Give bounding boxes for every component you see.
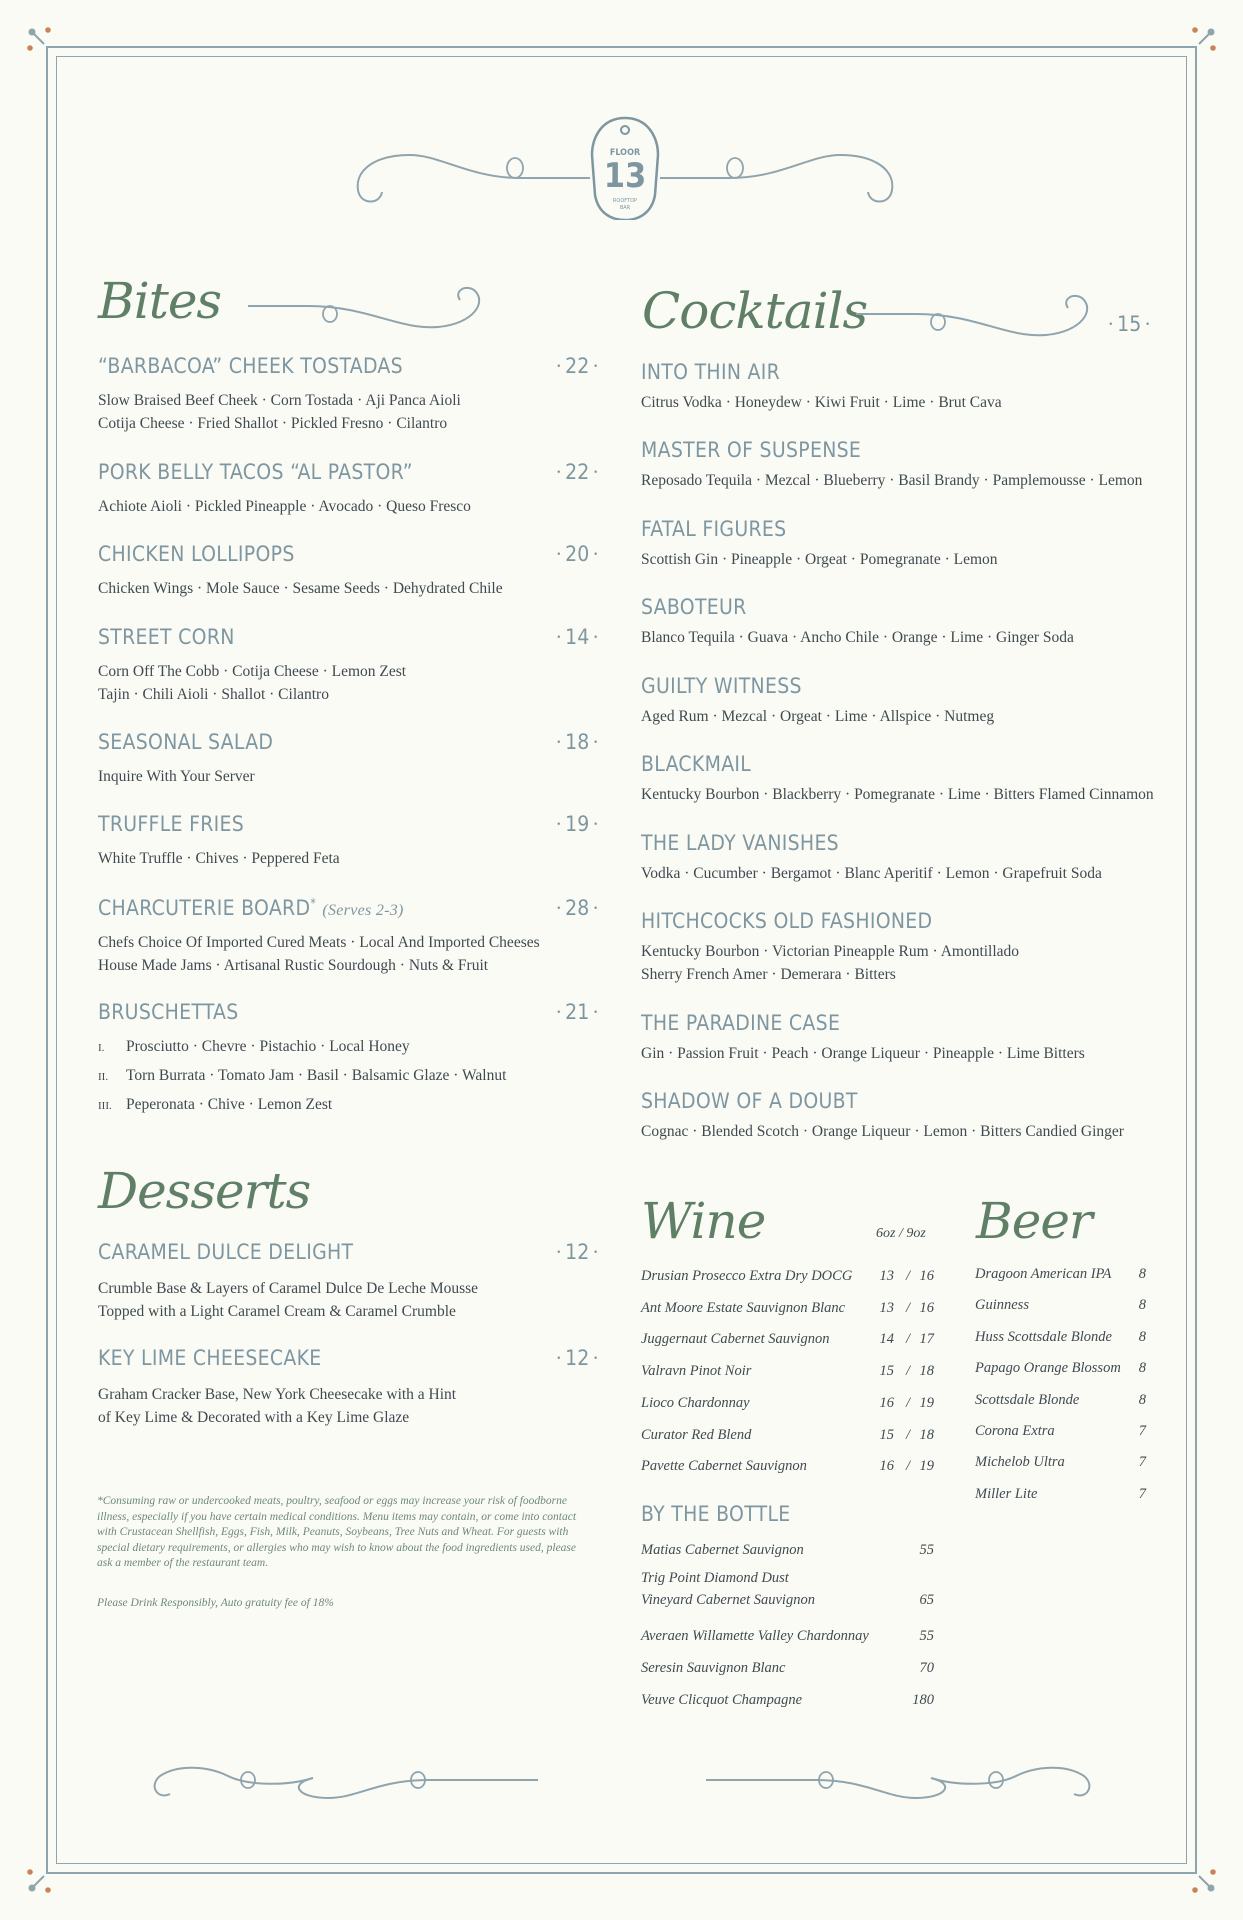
cocktail-name: SHADOW OF A DOUBT [641,1089,858,1113]
bite-name-charcuterie [98,896,404,920]
dessert-desc: Crumble Base & Layers of Caramel Dulce De Leche Mousse [98,1280,479,1297]
bottom-right-flourish [706,1756,1096,1806]
wine-price-9oz: 19 [919,1394,934,1411]
wine-price-9oz: 18 [919,1426,934,1443]
dessert-price: • 12 • [548,1240,598,1264]
cocktail-name: THE LADY VANISHES [641,831,839,855]
bite-name: BRUSCHETTAS [98,1000,239,1024]
cocktails-flourish [856,290,1096,340]
list-number: II. [98,1071,109,1083]
beer-name: Corona Extra [975,1423,1055,1439]
wine-name: Juggernaut Cabernet Sauvignon [641,1331,830,1348]
bottle-price: 55 [919,1542,934,1558]
bottle-price: 65 [919,1592,934,1608]
bites-title: Bites [98,272,222,330]
logo-floor-label: FLOOR [609,148,641,158]
logo-rooftop-label: ROOFTOP [612,198,638,204]
beer-name: Papago Orange Blossom [975,1360,1121,1377]
bottle-name: Seresin Sauvignon Blanc [641,1660,786,1676]
list-number: III. [98,1100,112,1112]
corner-ornament-bottom-left [22,1858,62,1898]
bite-name: PORK BELLY TACOS “AL PASTOR” [98,460,413,484]
bottle-name: Veuve Clicquot Champagne [641,1692,803,1708]
cocktail-name: FATAL FIGURES [641,517,787,541]
dessert-desc: of Key Lime & Decorated with a Key Lime Glaze [98,1409,410,1426]
wine-price-separator: / [905,1363,910,1380]
cocktail-desc: Blanco Tequila · Guava · Ancho Chile · Orange · Lime · Ginger Soda [641,629,1074,646]
bite-desc: Chefs Choice Of Imported Cured Meats · Local And Imported Cheeses [98,934,540,951]
wine-price-separator: / [905,1426,910,1443]
wine-name: Drusian Prosecco Extra Dry DOCG [641,1268,853,1284]
bite-price: • 14 • [548,625,598,649]
wine-price-6oz: 16 [879,1394,894,1411]
beer-price: 8 [1138,1360,1146,1377]
cocktail-desc: Vodka · Cucumber · Bergamot · Blanc Aperitif · Lemon · Grapefruit Soda [641,865,1102,882]
allergen-disclaimer: *Consuming raw or undercooked meats, poultry, seafood or eggs may increase your risk of foodborne illness, especially if you have certain medical conditions. Menu items may contain, or come into contact with Crustacean Shellfish, Eggs, Fish, Milk, Peanuts, Soybeans, Tree Nuts and Wheat. For guests with special dietary requirements, or allergies who may wish to know about the food ingredients used, please ask a member of the restaurant team. [97,1495,577,1569]
cocktails-title: Cocktails [642,282,868,340]
wine-price-9oz: 19 [919,1458,934,1475]
wine-price-separator: / [905,1458,910,1475]
corner-ornament-top-right [1181,22,1221,62]
bite-name: SEASONAL SALAD [98,730,274,754]
bite-name: STREET CORN [98,625,235,649]
wine-price-9oz: 17 [919,1331,934,1348]
beer-title: Beer [976,1192,1092,1250]
beer-name: Guinness [975,1297,1029,1314]
list-number: I. [98,1042,105,1054]
cocktail-name: THE PARADINE CASE [641,1011,841,1035]
cocktail-name: INTO THIN AIR [641,360,781,384]
bite-name: “BARBACOA” CHEEK TOSTADAS [98,354,403,378]
corner-ornament-top-left [22,22,62,62]
dessert-name: KEY LIME CHEESECAKE [98,1346,322,1370]
bite-name: TRUFFLE FRIES [98,812,245,836]
bite-desc: Chicken Wings · Mole Sauce · Sesame Seeds · Dehydrated Chile [98,580,503,597]
wine-price-6oz: 13 [879,1268,894,1284]
bottle-price: 70 [919,1660,934,1676]
cocktail-name: BLACKMAIL [641,752,752,776]
bite-price: • 20 • [548,542,598,566]
drink-responsibly-note: Please Drink Responsibly, Auto gratuity fee of 18% [97,1597,334,1609]
cocktail-desc: Cognac · Blended Scotch · Orange Liqueur · Lemon · Bitters Candied Ginger [641,1123,1124,1140]
desserts-title: Desserts [98,1162,311,1220]
beer-price: 7 [1138,1485,1146,1502]
dessert-desc: Graham Cracker Base, New York Cheesecake with a Hint [98,1386,457,1403]
wine-name: Curator Red Blend [641,1426,752,1443]
beer-name: Michelob Ultra [975,1454,1065,1471]
beer-price: 8 [1138,1266,1146,1282]
beer-price: 7 [1138,1454,1146,1471]
cocktail-desc: Scottish Gin · Pineapple · Orgeat · Pomegranate · Lemon [641,551,998,568]
wine-price-separator: / [905,1331,910,1348]
cocktail-name: MASTER OF SUSPENSE [641,438,862,462]
logo-number: 13 [603,156,647,196]
bottle-price: 55 [919,1628,934,1644]
beer-price: 8 [1138,1328,1146,1345]
cocktail-desc: Kentucky Bourbon · Blackberry · Pomegranate · Lime · Bitters Flamed Cinnamon [641,786,1154,803]
cocktails-price: • 15 • [1100,312,1150,336]
bite-desc: White Truffle · Chives · Peppered Feta [98,850,340,867]
bite-desc: House Made Jams · Artisanal Rustic Sourdough · Nuts & Fruit [98,957,489,974]
serves-note: (Serves 2-3) [322,902,404,919]
cocktail-desc: Sherry French Amer · Demerara · Bitters [641,966,896,983]
wine-name: Pavette Cabernet Sauvignon [641,1458,807,1475]
wine-name: Valravn Pinot Noir [641,1363,752,1380]
wine-price-6oz: 13 [879,1299,894,1316]
beer-name: Scottsdale Blonde [975,1391,1080,1408]
bite-desc: Slow Braised Beef Cheek · Corn Tostada · Aji Panca Aioli [98,392,461,409]
bottle-name: Trig Point Diamond Dust [641,1570,789,1586]
wine-price-9oz: 16 [919,1268,934,1284]
bite-price: • 21 • [548,1000,598,1024]
asterisk-mark: * [310,896,317,910]
bottle-name: Matias Cabernet Sauvignon [641,1542,804,1558]
bite-desc: Inquire With Your Server [98,768,255,785]
cocktail-name: HITCHCOCKS OLD FASHIONED [641,909,933,933]
bruschetta-option: Torn Burrata · Tomato Jam · Basil · Balsamic Glaze · Walnut [126,1067,507,1084]
wine-price-9oz: 18 [919,1363,934,1380]
corner-ornament-bottom-right [1181,1858,1221,1898]
beer-price: 7 [1138,1423,1146,1439]
cocktail-desc: Citrus Vodka · Honeydew · Kiwi Fruit · Lime · Brut Cava [641,394,1002,411]
bruschetta-option: Peperonata · Chive · Lemon Zest [126,1096,333,1113]
bite-name: CHICKEN LOLLIPOPS [98,542,295,566]
wine-price-6oz: 14 [879,1331,894,1348]
wine-price-separator: / [905,1268,910,1284]
bite-price: • 18 • [548,730,598,754]
bite-price: • 19 • [548,812,598,836]
wine-name: Ant Moore Estate Sauvignon Blanc [641,1299,846,1316]
bites-flourish [248,282,488,332]
dessert-desc: Topped with a Light Caramel Cream & Caramel Crumble [98,1303,456,1320]
bite-name-text: CHARCUTERIE BOARD [98,896,311,920]
dessert-name: CARAMEL DULCE DELIGHT [98,1240,354,1264]
wine-price-separator: / [905,1299,910,1316]
wine-price-separator: / [905,1394,910,1411]
cocktail-desc: Reposado Tequila · Mezcal · Blueberry · Basil Brandy · Pamplemousse · Lemon [641,472,1143,489]
bite-desc: Cotija Cheese · Fried Shallot · Pickled Fresno · Cilantro [98,415,448,432]
wine-name: Lioco Chardonnay [641,1394,750,1411]
beer-price: 8 [1138,1297,1146,1314]
wine-title: Wine [641,1192,766,1250]
wine-size-header: 6oz / 9oz [876,1226,926,1241]
logo-bar-label: BAR [619,205,631,211]
cocktail-desc: Aged Rum · Mezcal · Orgeat · Lime · Allspice · Nutmeg [641,708,995,725]
beer-name: Huss Scottsdale Blonde [975,1328,1112,1345]
bottle-name: Averaen Willamette Valley Chardonnay [641,1628,869,1644]
wine-price-6oz: 16 [879,1458,894,1475]
cocktail-name: SABOTEUR [641,595,747,619]
wine-price-6oz: 15 [879,1363,894,1380]
bite-price: • 22 • [548,460,598,484]
cocktail-desc: Kentucky Bourbon · Victorian Pineapple Rum · Amontillado [641,943,1020,960]
beer-name: Dragoon American IPA [975,1266,1112,1282]
bottom-left-flourish [148,1756,538,1806]
bite-desc: Tajin · Chili Aioli · Shallot · Cilantro [98,686,329,703]
cocktail-name: GUILTY WITNESS [641,674,802,698]
wine-price-9oz: 16 [919,1299,934,1316]
bottle-title: BY THE BOTTLE [641,1502,791,1526]
bite-price: • 22 • [548,354,598,378]
bottle-price: 180 [912,1692,934,1708]
bruschetta-option: Prosciutto · Chevre · Pistachio · Local Honey [126,1038,410,1055]
bite-price: • 28 • [548,896,598,920]
beer-price: 8 [1138,1391,1146,1408]
wine-price-6oz: 15 [879,1426,894,1443]
dessert-price: • 12 • [548,1346,598,1370]
bottle-name: Vineyard Cabernet Sauvignon [641,1592,815,1608]
bite-desc: Corn Off The Cobb · Cotija Cheese · Lemon Zest [98,663,407,680]
cocktail-desc: Gin · Passion Fruit · Peach · Orange Liqueur · Pineapple · Lime Bitters [641,1045,1085,1062]
bite-desc: Achiote Aioli · Pickled Pineapple · Avocado · Queso Fresco [98,498,471,515]
beer-name: Miller Lite [975,1485,1038,1502]
